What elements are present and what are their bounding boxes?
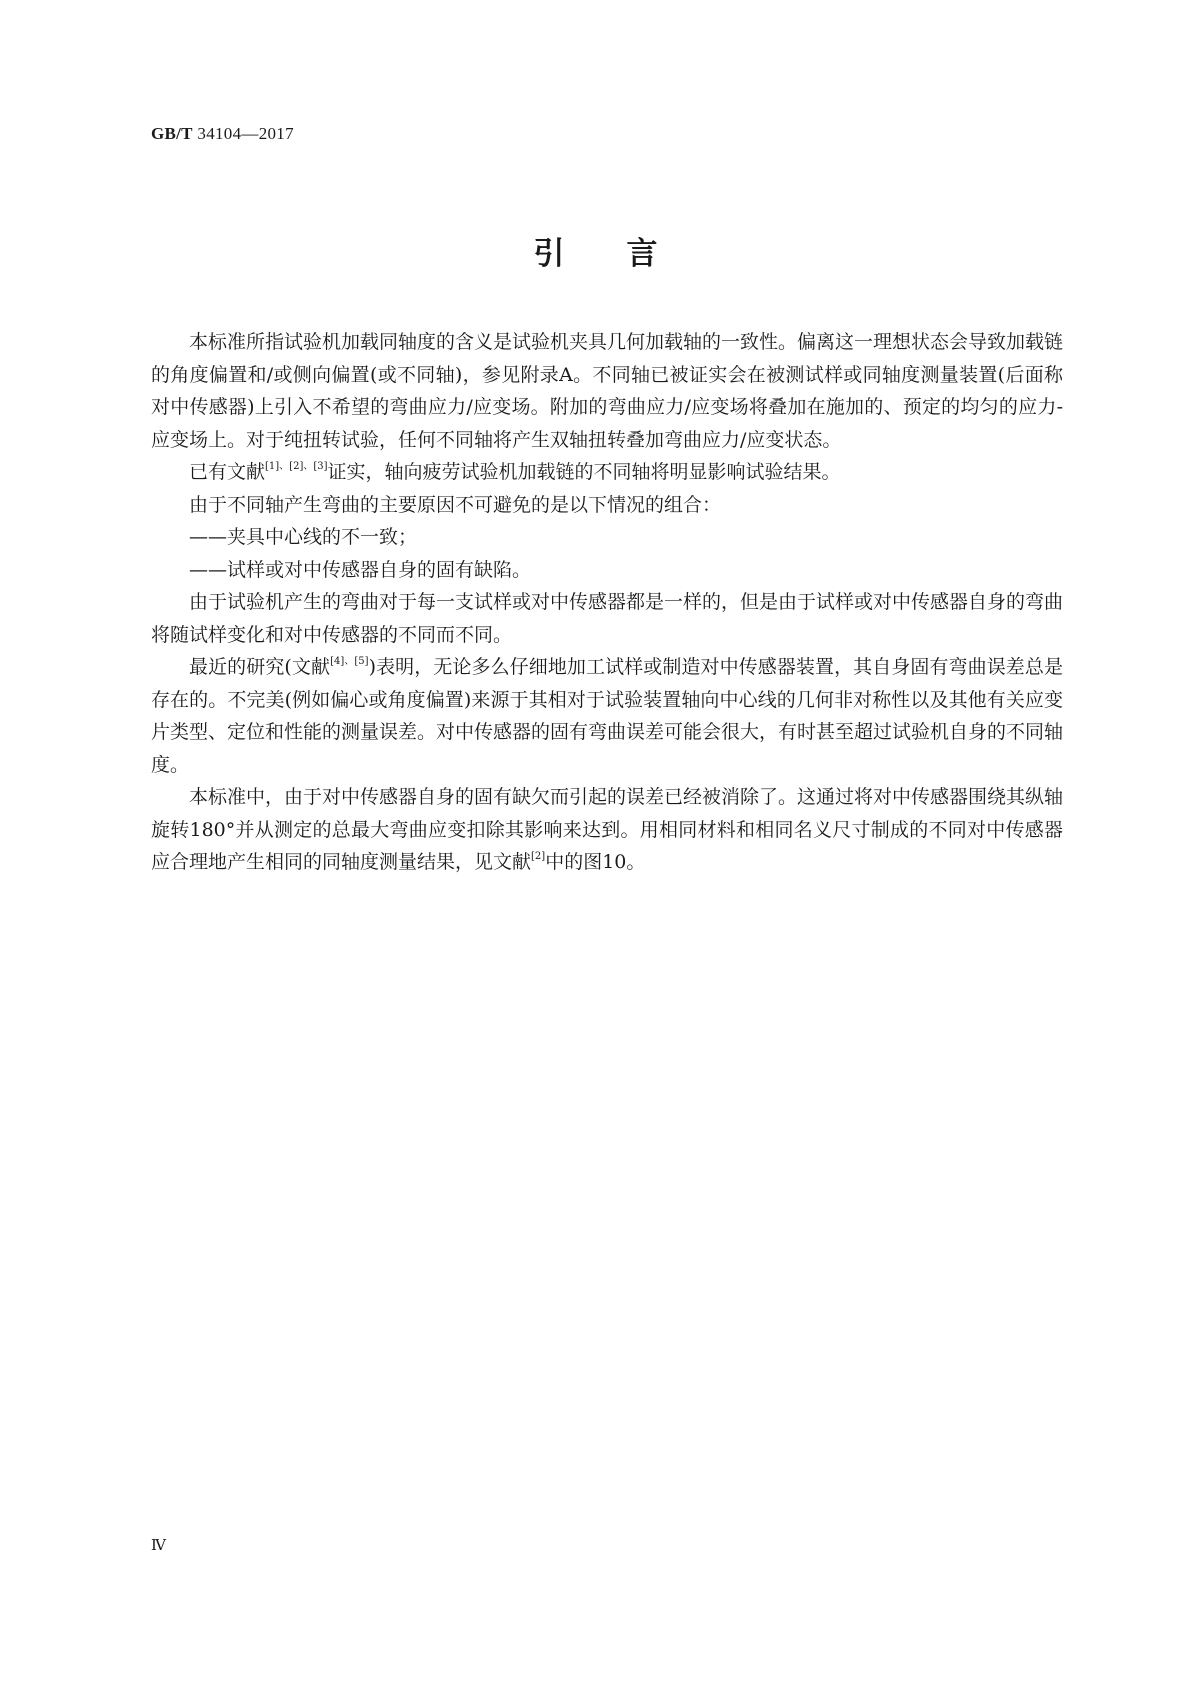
- document-code: [151, 124, 294, 144]
- paragraph-2-text-before: 已有文献: [189, 461, 266, 483]
- paragraph-6-text-before: 本标准中，由于对中传感器自身的固有缺欠而引起的误差已经被消除了。这通过将对中传感器围绕其纵轴旋转180°并从测定的总最大弯曲应变扣除其影响来达到。用相同材料和相同名义尺寸制成的不同对中传感器应合理地产生相同的同轴度测量结果，见文献: [151, 786, 1064, 873]
- paragraph-5-text-before: 最近的研究(文献: [189, 656, 331, 678]
- paragraph-2: [151, 456, 1063, 489]
- document-code-number: 34104—2017: [197, 124, 294, 143]
- paragraph-4: 由于试验机产生的弯曲对于每一支试样或对中传感器都是一样的，但是由于试样或对中传感器自身的弯曲将随试样变化和对中传感器的不同而不同。: [151, 591, 1064, 646]
- paragraph-6: [151, 781, 1063, 879]
- paragraph-5-text-after: )表明，无论多么仔细地加工试样或制造对中传感器装置，其自身固有弯曲误差总是存在的。不完美(例如偏心或角度偏置)来源于其相对于试验装置轴向中心线的几何非对称性以及其他有关应变片类型、定位和性能的测量误差。对中传感器的固有弯曲误差可能会很大，有时甚至超过试验机自身的不同轴度。: [151, 656, 1064, 776]
- reference-marker-4-5: [4]、[5]: [330, 656, 369, 667]
- introduction-body: [151, 326, 1063, 879]
- section-title: 引言: [533, 236, 720, 272]
- paragraph-1: 本标准所指试验机加载同轴度的含义是试验机夹具几何加载轴的一致性。偏离这一理想状态会导致加载链的角度偏置和/或侧向偏置(或不同轴)，参见附录A。不同轴已被证实会在被测试样或同轴度测量装置(后面称对中传感器)上引入不希望的弯曲应力/应变场。附加的弯曲应力/应变场将叠加在施加的、预定的均匀的应力-应变场上。对于纯扭转试验，任何不同轴将产生双轴扭转叠加弯曲应力/应变状态。: [151, 331, 1064, 451]
- paragraph-5: [151, 651, 1063, 781]
- paragraph-6-text-after: 中的图10。: [545, 851, 646, 873]
- list-item-1: ——夹具中心线的不一致；: [189, 526, 418, 548]
- page-number: Ⅳ: [151, 1538, 166, 1554]
- paragraph-2-text-after: 证实，轴向疲劳试验机加载链的不同轴将明显影响试验结果。: [327, 461, 841, 483]
- reference-marker-1-2-3: [1]、[2]、[3]: [265, 461, 328, 472]
- document-code-prefix: GB/T: [151, 124, 193, 143]
- list-item-2: ——试样或对中传感器自身的固有缺陷。: [189, 558, 532, 581]
- paragraph-3: 由于不同轴产生弯曲的主要原因不可避免的是以下情况的组合：: [189, 493, 722, 516]
- reference-marker-2: [2]: [531, 851, 546, 862]
